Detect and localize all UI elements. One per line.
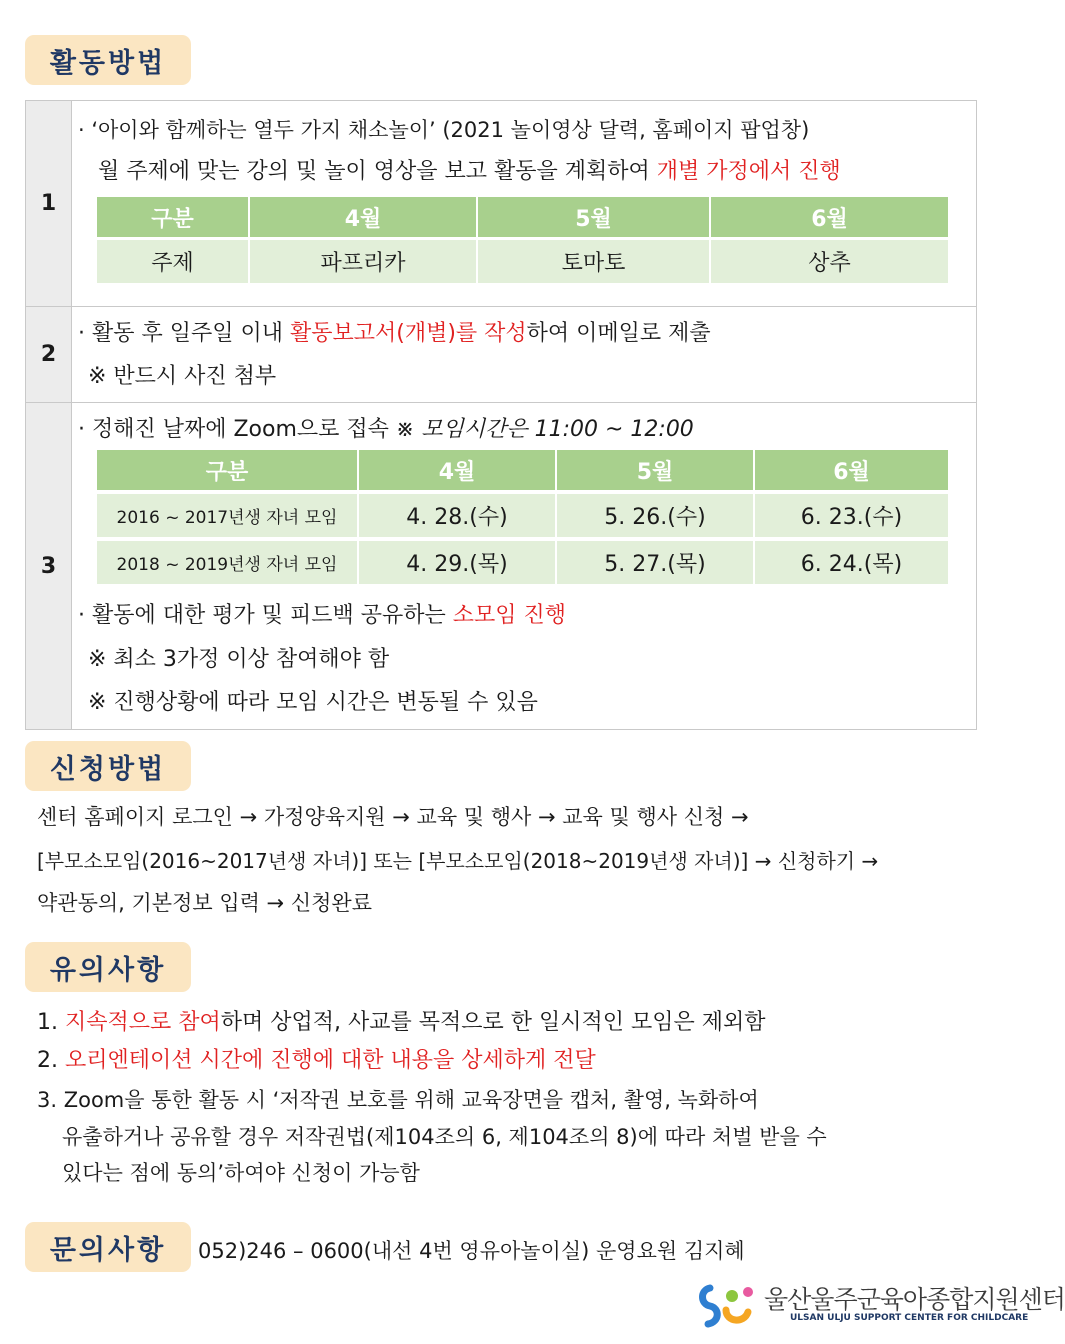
schedule-cell: 4. 29.(목)	[359, 541, 557, 584]
activity-row-3	[26, 403, 976, 729]
section-heading-inquiry: 문의사항	[25, 1222, 191, 1272]
note-item-1-number: 1.	[37, 1010, 65, 1035]
schedule-header-cell: 5월	[557, 450, 755, 490]
activity-row-2	[26, 307, 976, 403]
note-item-3-line-2: 유출하거나 공유할 경우 저작권법(제104조의 6, 제104조의 8)에 따라 처벌 받을 수	[62, 1125, 827, 1149]
schedule-cell: 5. 27.(목)	[557, 541, 755, 584]
row3-line1	[78, 415, 694, 445]
schedule-cell: 5. 26.(수)	[557, 494, 755, 537]
schedule-cell: 6. 23.(수)	[800, 505, 903, 530]
note-item-2	[37, 1046, 596, 1076]
note-item-3-line-1: 3. Zoom을 통한 활동 시 ‘저작권 보호를 위해 교육장면을 캡처, 촬영, 녹화하여	[37, 1088, 759, 1112]
theme-cell: 파프리카	[250, 240, 478, 283]
schedule-cell: 4. 28.(수)	[359, 494, 557, 537]
apply-line-2: [부모소모임(2016~2017년생 자녀)] 또는 [부모소모임(2018~2019년생 자녀)] → 신청하기 →	[37, 849, 879, 873]
row1-line1: · ‘아이와 함께하는 열두 가지 채소놀이’ (2021 놀이영상 달력, 홈페이지 팝업창)	[78, 118, 810, 142]
theme-header-cell: 6월	[811, 206, 848, 232]
schedule-header-cell: 구분	[97, 450, 359, 490]
row-number: 2	[26, 307, 72, 402]
schedule-table-row	[97, 541, 948, 584]
row-number: 3	[26, 403, 72, 729]
logo-title: 울산울주군육아종합지원센터	[764, 1285, 1065, 1314]
schedule-header-cell: 6월	[833, 459, 870, 485]
row3-line2-highlight: 소모임 진행	[452, 603, 566, 628]
theme-table-header	[97, 197, 948, 237]
note-item-2-number: 2.	[37, 1048, 65, 1073]
row1-line2-plain: 월 주제에 맞는 강의 및 놀이 영상을 보고 활동을 계획하여	[98, 159, 657, 184]
schedule-cell: 2016 ~ 2017년생 자녀 모임	[97, 494, 359, 537]
row3-line2-plain: · 활동에 대한 평가 및 피드백 공유하는	[78, 603, 453, 628]
row3-line3: ※ 최소 3가정 이상 참여해야 함	[88, 647, 390, 672]
row2-line1-plain-end: 하여 이메일로 제출	[526, 321, 711, 346]
logo-subtitle: ULSAN ULJU SUPPORT CENTER FOR CHILDCARE	[790, 1313, 1029, 1323]
note-item-1	[37, 1008, 766, 1038]
note-item-1-highlight: 지속적으로 참여	[64, 1010, 221, 1035]
theme-cell: 주제	[97, 240, 250, 283]
row3-line4: ※ 진행상황에 따라 모임 시간은 변동될 수 있음	[88, 690, 538, 715]
logo-mark-icon	[696, 1278, 760, 1330]
row1-line2-highlight: 개별 가정에서 진행	[656, 159, 841, 184]
theme-table-row	[97, 240, 948, 283]
theme-cell: 상추	[808, 251, 851, 276]
row3-line2	[78, 601, 566, 631]
row2-line1-plain: · 활동 후 일주일 이내	[78, 321, 290, 346]
schedule-table-header	[97, 450, 948, 490]
schedule-header-cell: 4월	[359, 450, 557, 490]
note-item-3-line-3: 있다는 점에 동의’하여야 신청이 가능함	[62, 1161, 420, 1185]
row3-line1-plain: · 정해진 날짜에 Zoom으로 접속	[78, 417, 396, 442]
section-heading-method: 활동방법	[25, 35, 191, 85]
schedule-cell: 2018 ~ 2019년생 자녀 모임	[97, 541, 359, 584]
row2-line2: ※ 반드시 사진 첨부	[88, 364, 277, 389]
note-item-2-highlight: 오리엔테이션 시간에 진행에 대한 내용을 상세하게 전달	[64, 1048, 596, 1073]
section-heading-notes: 유의사항	[25, 942, 191, 992]
theme-header-cell: 5월	[478, 197, 711, 237]
activity-table	[25, 100, 977, 730]
row2-line1-highlight: 활동보고서(개별)를 작성	[289, 321, 527, 346]
theme-header-cell: 4월	[250, 197, 478, 237]
row2-line1	[78, 319, 711, 349]
row-number: 1	[26, 101, 72, 306]
inquiry-contact: 052)246 – 0600(내선 4번 영유아놀이실) 운영요원 김지혜	[198, 1239, 745, 1263]
schedule-table-row	[97, 494, 948, 537]
row3-meeting-time-note: ※ 모임시간은 11:00 ~ 12:00	[395, 417, 694, 442]
row1-line2	[98, 157, 841, 187]
apply-line-3: 약관동의, 기본정보 입력 → 신청완료	[37, 891, 372, 915]
apply-line-1: 센터 홈페이지 로그인 → 가정양육지원 → 교육 및 행사 → 교육 및 행사 신청 →	[37, 805, 749, 829]
theme-cell: 토마토	[478, 240, 711, 283]
note-item-1-text: 하며 상업적, 사교를 목적으로 한 일시적인 모임은 제외함	[220, 1010, 766, 1035]
section-heading-apply: 신청방법	[25, 741, 191, 791]
activity-row-1	[26, 101, 976, 307]
center-logo	[696, 1278, 1065, 1330]
schedule-cell: 6. 24.(목)	[800, 552, 903, 577]
theme-header-cell: 구분	[97, 197, 250, 237]
